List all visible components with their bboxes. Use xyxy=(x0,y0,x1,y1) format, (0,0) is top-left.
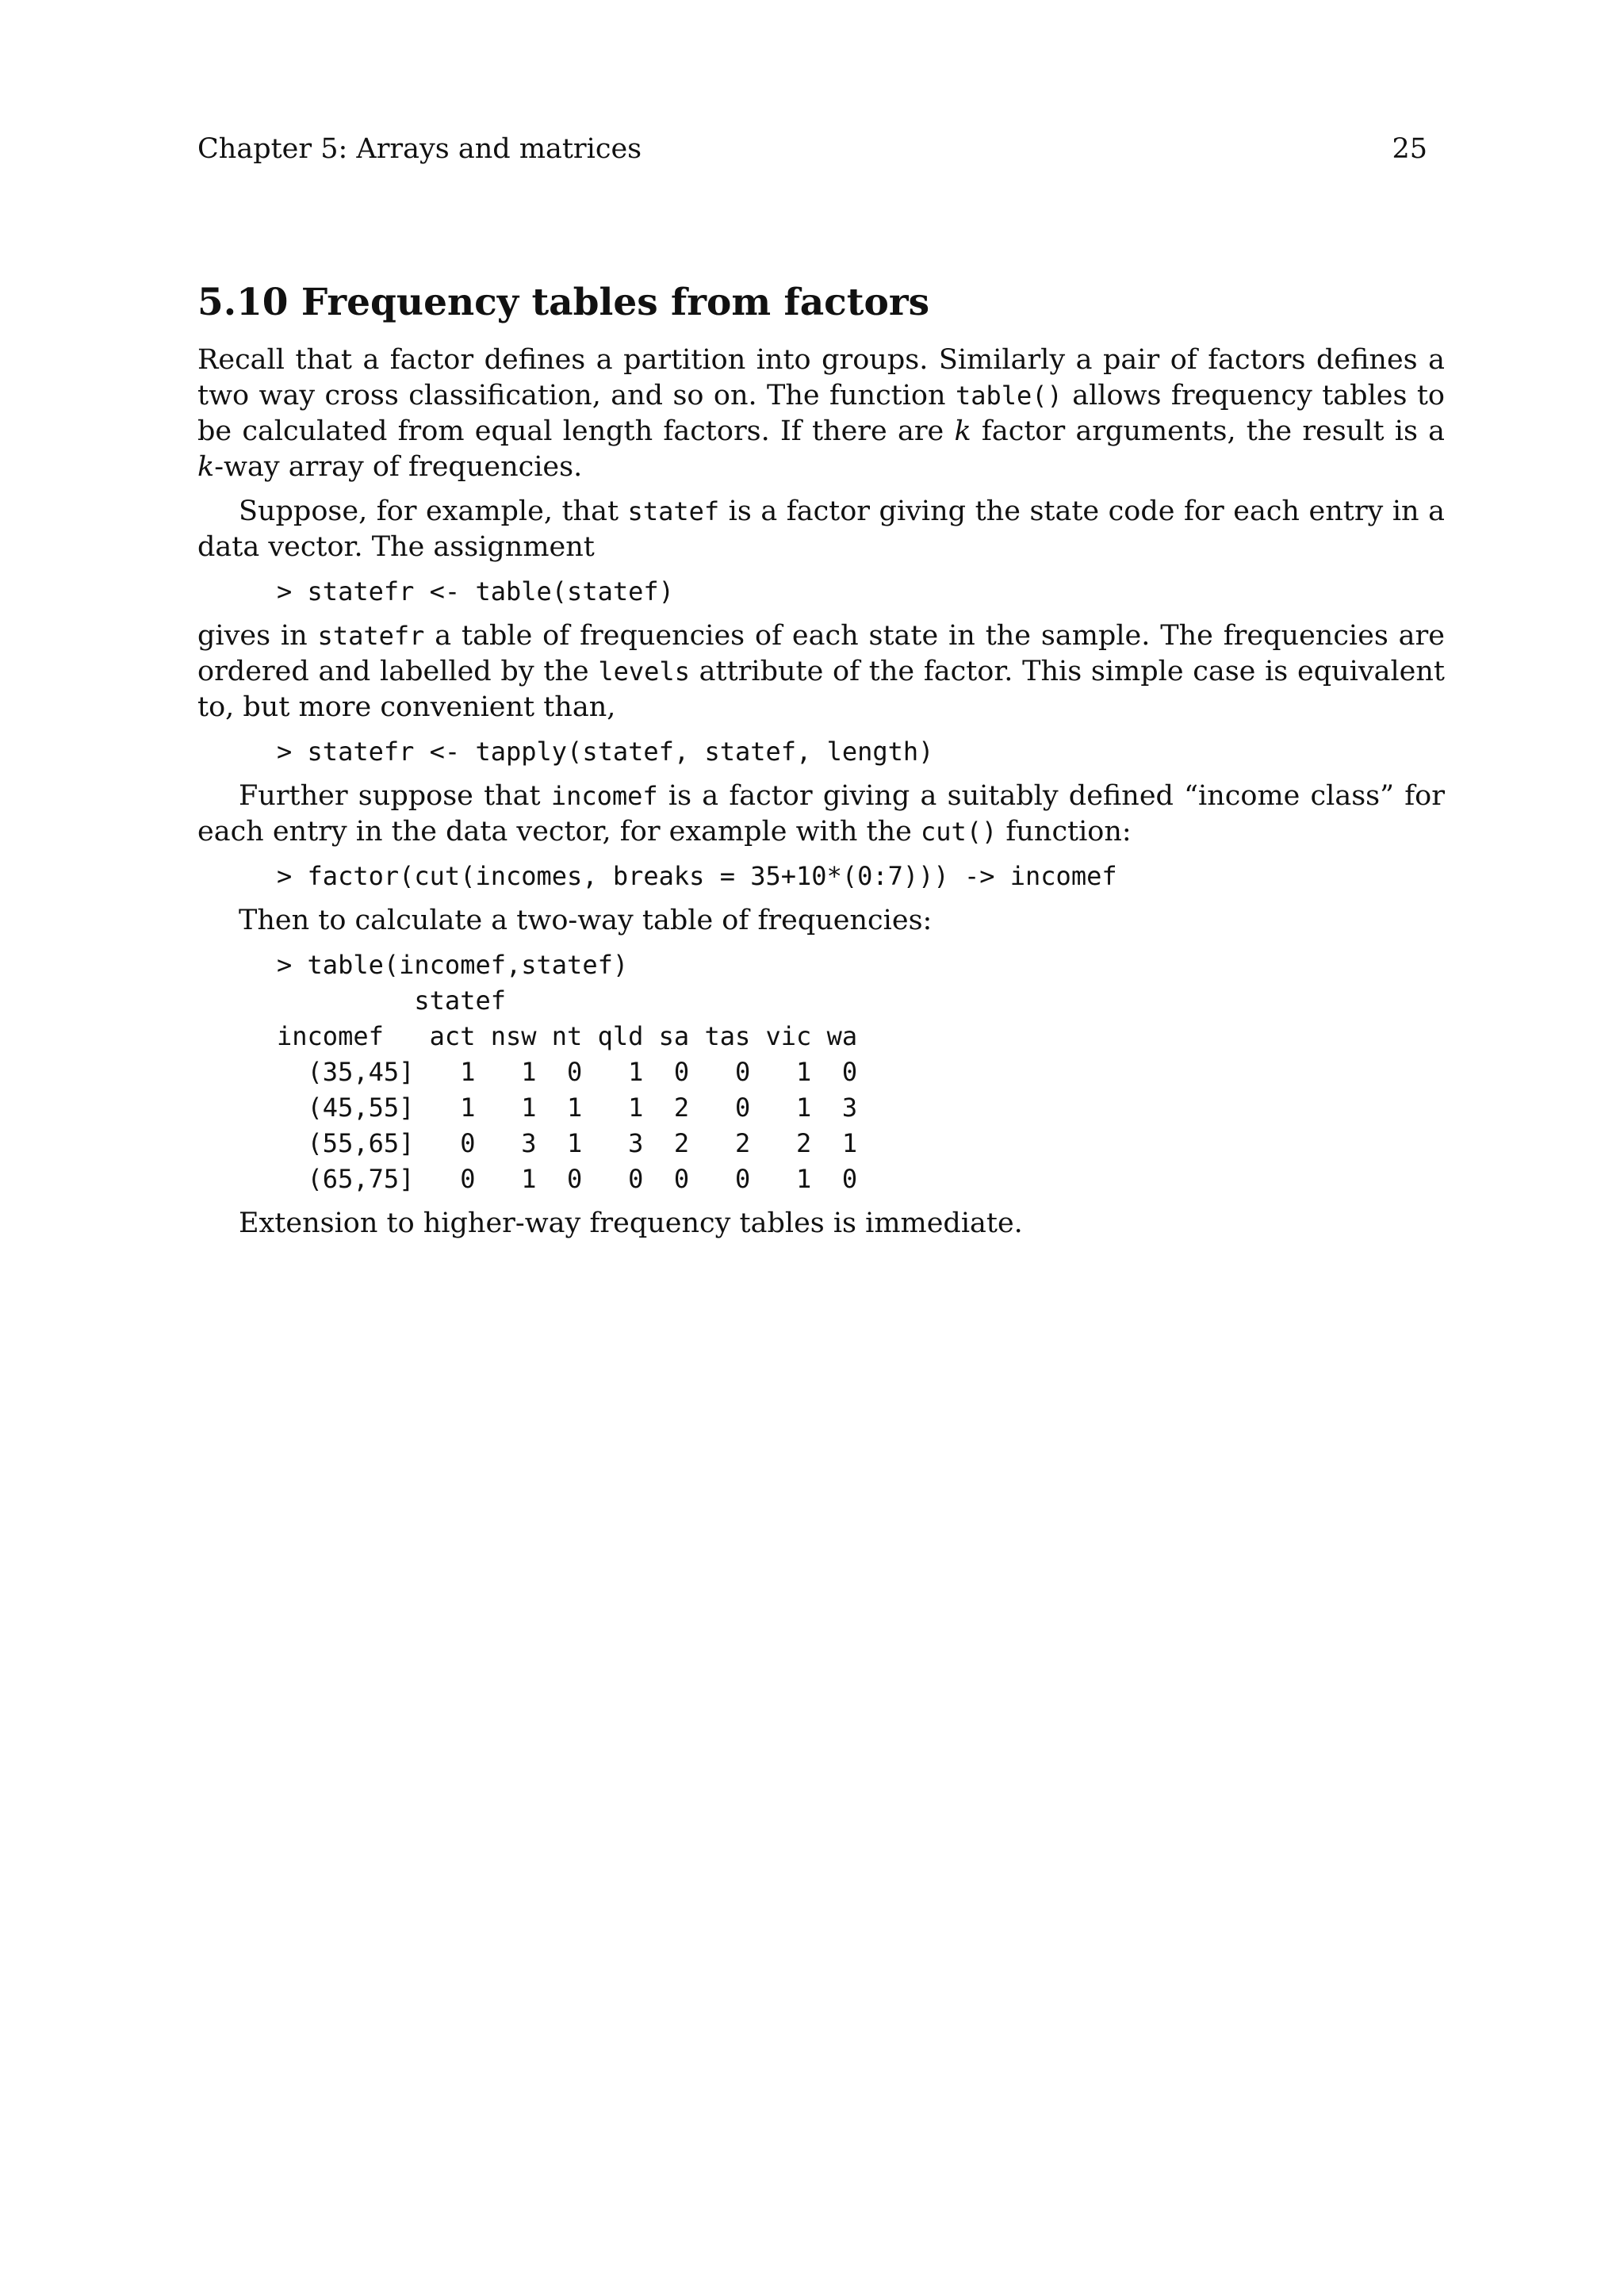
running-header xyxy=(197,132,1427,166)
paragraph-two-way: Then to calculate a two-way table of frequencies: xyxy=(239,905,933,936)
table-header-line: incomef act nsw nt qld sa tas vic wa xyxy=(277,1021,858,1051)
paragraph-statefr: gives in statefr a table of frequencies of each state in the sample. The frequencies are ordered and labelled by the levels attribute of the factor. This simple case is equivalent to, but more convenient than, xyxy=(197,620,1445,723)
table-row: (45,55] 1 1 1 1 2 0 1 3 xyxy=(277,1093,858,1123)
table-row: (55,65] 0 3 1 3 2 2 2 1 xyxy=(277,1128,858,1158)
code-example-frequency-table xyxy=(277,947,1445,1197)
table-column-factor-line: statef xyxy=(277,985,506,1016)
paragraph-statef: Suppose, for example, that statef is a factor giving the state code for each entry in a data vector. The assignment xyxy=(197,496,1445,563)
paragraph-intro: Recall that a factor defines a partition into groups. Similarly a pair of factors defines a two way cross classification, and so on. The function table() allows frequency tables to be calculated from equal length factors. If there are k factor arguments, the result is a k-way array of frequencies. xyxy=(197,344,1446,483)
paragraph-incomef: Further suppose that incomef is a factor giving a suitably defined “income class” for each entry in the data vector, for example with the cut() function: xyxy=(197,780,1445,848)
inline-code-cut: cut() xyxy=(920,817,998,847)
table-row: (35,45] 1 1 0 1 0 0 1 0 xyxy=(277,1057,858,1087)
paragraph-extension: Extension to higher-way frequency tables is immediate. xyxy=(239,1207,1023,1239)
inline-code-incomef: incomef xyxy=(550,781,658,811)
inline-code-table: table() xyxy=(955,381,1063,411)
table-row: (65,75] 0 1 0 0 0 0 1 0 xyxy=(277,1164,858,1194)
chapter-title: Chapter 5: Arrays and matrices xyxy=(197,133,642,165)
code-example-tapply: > statefr <- tapply(statef, statef, length) xyxy=(277,737,934,767)
page-number: 25 xyxy=(1392,133,1427,165)
section-heading: 5.10 Frequency tables from factors xyxy=(197,281,930,324)
code-example-table: > statefr <- table(statef) xyxy=(277,576,674,607)
inline-code-statefr: statefr xyxy=(317,621,425,651)
section-body xyxy=(197,342,1445,1250)
table-command-line: > table(incomef,statef) xyxy=(277,950,629,980)
inline-code-statef: statef xyxy=(627,496,720,526)
inline-code-levels: levels xyxy=(598,656,690,687)
code-example-cut: > factor(cut(incomes, breaks = 35+10*(0:7))) -> incomef xyxy=(277,861,1117,891)
